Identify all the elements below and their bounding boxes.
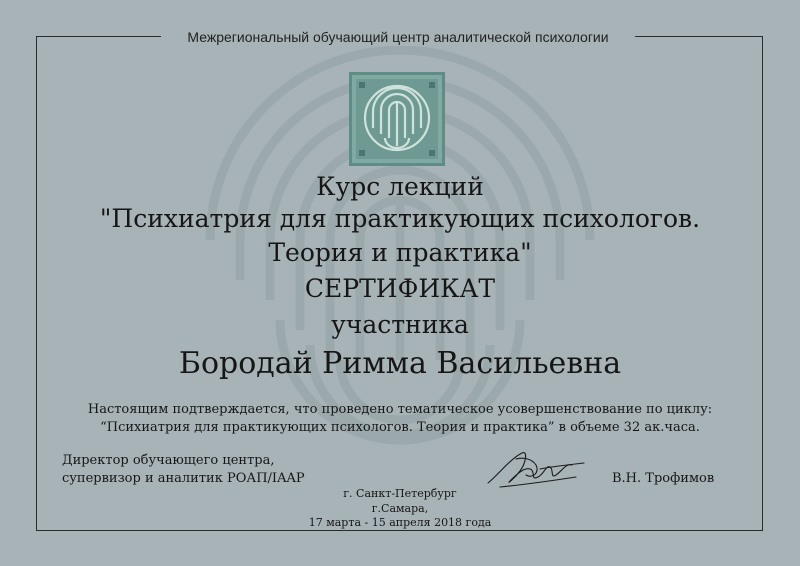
- city-line-1: г. Санкт-Петербург: [343, 487, 457, 500]
- organization-name: Межрегиональный обучающий центр аналитической психологии: [161, 28, 635, 46]
- confirmation-line-2: “Психиатрия для практикующих психологов. Теория и практика” в объеме 32 ак.часа.: [100, 420, 700, 435]
- certificate-label: СЕРТИФИКАТ: [304, 274, 496, 303]
- certificate-dates: 17 марта - 15 апреля 2018 года: [308, 516, 492, 529]
- recipient-name: Бородай Римма Васильевна: [178, 346, 622, 381]
- signer-name: В.Н. Трофимов: [612, 471, 715, 486]
- director-title-line-2: супервизор и аналитик РОАП/IAAP: [62, 471, 305, 486]
- labyrinth-emblem: [349, 72, 445, 166]
- course-line: Курс лекций: [316, 172, 484, 201]
- participant-label: участника: [331, 310, 469, 339]
- director-title-line-1: Директор обучающего центра,: [62, 453, 275, 468]
- course-title-line-2: Теория и практика": [268, 238, 532, 267]
- confirmation-line-1: Настоящим подтверждается, что проведено тематическое усовершенствование по циклу:: [87, 402, 713, 417]
- course-title-line-1: "Психиатрия для практикующих психологов.: [99, 204, 701, 233]
- city-line-2: г.Самара,: [371, 502, 429, 515]
